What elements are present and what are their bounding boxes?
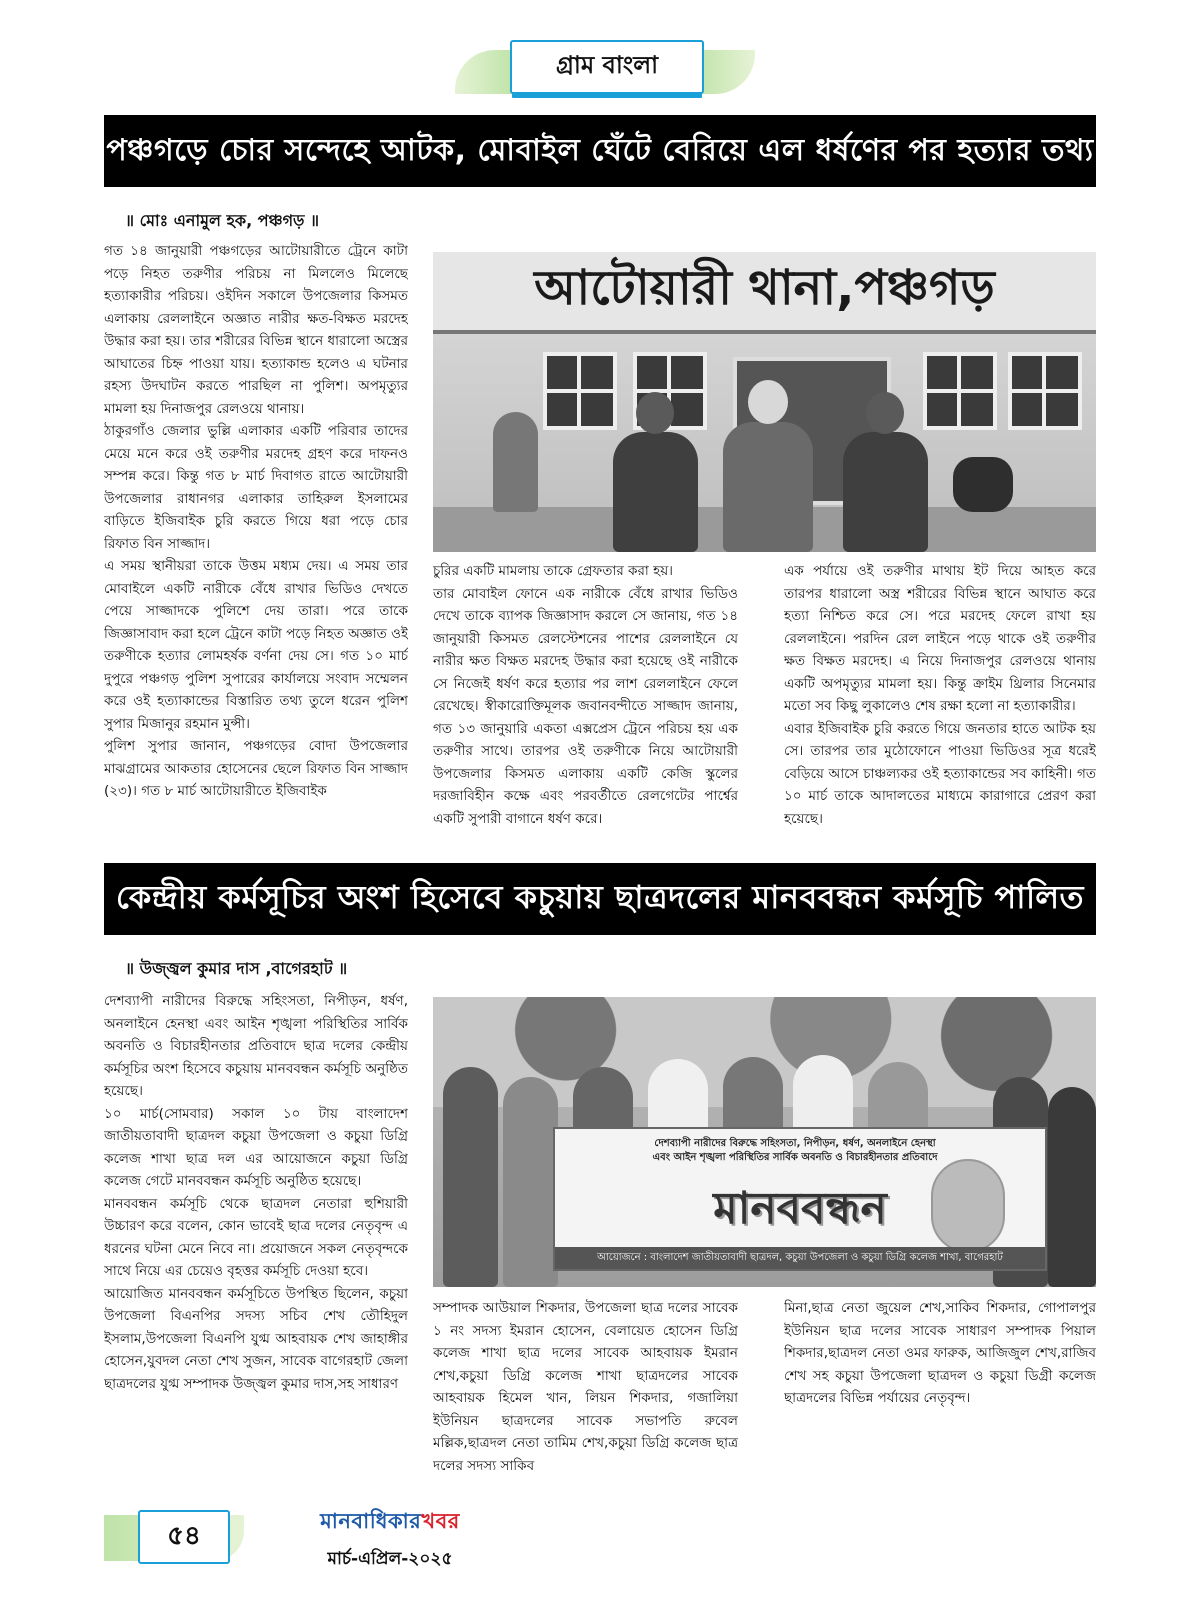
paragraph: দেশব্যাপী নারীদের বিরুদ্ধে সহিংসতা, নিপীড়ন, ধর্ষণ, অনলাইনে হেনস্থা এবং আইন শৃঙ্খলা পরিস্থিতির সার্বিক অবনতি ও বিচারহীনতার প্রতিবাদে ছাত্র দলের কেন্দ্রীয় কর্মসূচির অংশ হিসেবে কচুয়ায় মানববন্ধন কর্মসূচি অনুষ্ঠিত হয়েছে। [104, 993, 408, 1099]
article1-column-3 [784, 560, 1096, 850]
photo-suspect [723, 422, 813, 552]
paragraph: আয়োজিত মানববন্ধন কর্মসূচিতে উপস্থিত ছিলেন, কচুয়া উপজেলা বিএনপির সদস্য সচিব শেখ তৌহিদুল ইসলাম,উপজেলা বিএনপি যুগ্ম আহবায়ক শেখ জাহাঙ্গীর হোসেন,যুবদল নেতা শেখ সুজন, সাবেক বাগেরহাট জেলা ছাত্রদলের যুগ্ম সম্পাদক উজ্জ্বল কুমার দাস,সহ সাধারণ [104, 1285, 408, 1392]
paragraph: ঠাকুরগাঁও জেলার ভুল্লি এলাকার একটি পরিবার তাদের মেয়ে মনে করে ওই তরুণীর মরদেহ গ্রহণ করে দাফনও সম্পন্ন করে। কিন্তু গত ৮ মার্চ দিবাগত রাতে আটোয়ারী উপজেলার রাধানগর এলাকার তাহিরুল ইসলামের বাড়িতে ইজিবাইক চুরি করতে গিয়ে ধরা পড়ে চোর রিফাত বিন সাজ্জাদ। [104, 423, 408, 552]
page-number: ৫৪ [138, 1510, 230, 1564]
paragraph: গত ১৪ জানুয়ারী পঞ্চগড়ের আটোয়ারীতে ট্রেনে কাটা পড়ে নিহত তরুণীর পরিচয় না মিললেও মিলেছে হত্যাকারীর পরিচয়। ওইদিন সকালে উপজেলার কিসমত এলাকায় রেললাইনে অজ্ঞাত নারীর ক্ষত-বিক্ষত মরদেহ উদ্ধার করা হয়। তার শরীরের বিভিন্ন স্থানে ধারালো অস্ত্রের আঘাতের চিহ্ন পাওয়া যায়। হত্যাকান্ড হলেও এ ঘটনার রহস্য উদঘাটন করতে পারছিল না পুলিশ। অপমৃত্যুর মামলা হয় দিনাজপুর রেলওয়ে থানায়। [104, 243, 408, 417]
article2-photo-human-chain [433, 997, 1096, 1287]
article1-column-2 [433, 560, 738, 850]
paragraph: সম্পাদক আউয়াল শিকদার, উপজেলা ছাত্র দলের সাবেক ১ নং সদস্য ইমরান হোসেন, বেলায়েত হোসেন ডিগ্রি কলেজ শাখা ছাত্র দলের সাবেক আহবায়ক ইমরান শেখ,কচুয়া ডিগ্রি কলেজ শাখা ছাত্রদলের সাবেক আহবায়ক হিমেল খান, লিয়ন শিকদার, গজালিয়া ইউনিয়ন ছাত্রদলের সাবেক সভাপতি রুবেল মল্লিক,ছাত্রদল নেতা তামিম শেখ,কচুয়া ডিগ্রি কলেজ ছাত্র দলের সদস্য সাকিব [433, 1300, 738, 1474]
photo-bystander [493, 412, 538, 512]
paragraph: এক পর্যায়ে ওই তরুণীর মাথায় ইট দিয়ে আহত করে তারপর ধারালো অস্ত্র শরীরের বিভিন্ন স্থানে আঘাত করে হত্যা নিশ্চিত করে সে। পরে মরদেহ ফেলে রাখা হয় রেললাইনে। পরদিন রেল লাইনে পড়ে থাকে ওই তরুণীর ক্ষত বিক্ষত মরদেহ। এ নিয়ে দিনাজপুর রেলওয়ে থানায় একটি অপমৃত্যুর মামলা হয়। কিন্তু ক্রাইম থ্রিলার সিনেমার মতো সব কিছু লুকালেও শেষ রক্ষা হলো না হত্যাকারীর। [784, 563, 1096, 714]
banner-text: দেশব্যাপী নারীদের বিরুদ্ধে সহিংসতা, নিপীড়ন, ধর্ষণ, অনলাইনে হেনস্থা এবং আইন শৃঙ্খলা পরিস্থিতির সার্বিক অবনতি ও বিচারহীনতার প্রতিবাদে [652, 1138, 938, 1163]
paragraph: চুরির একটি মামলায় তাকে গ্রেফতার করা হয়। [433, 563, 674, 579]
photo-banner [553, 1127, 1047, 1271]
photo-window [923, 352, 997, 430]
issue-date: মার্চ-এপ্রিল-২০২৫ [327, 1549, 453, 1569]
photo-participant [793, 1055, 853, 1135]
banner-footer: আয়োজনে : বাংলাদেশ জাতীয়তাবাদী ছাত্রদল, কচুয়া উপজেলা ও কচুয়া ডিগ্রি কলেজ শাখা, বাগেরহাট [555, 1247, 1045, 1269]
photo-participant [1048, 1087, 1096, 1287]
paragraph: ১০ মার্চ(সোমবার) সকাল ১০ টায় বাংলাদেশ জাতীয়তাবাদী ছাত্রদল কচুয়া উপজেলা ও কচুয়া ডিগ্রি কলেজ শাখা ছাত্র দল এর আয়োজনে কচুয়া ডিগ্রি কলেজ গেটে মানববন্ধন কর্মসূচি অনুষ্ঠিত হয়েছে। [104, 1105, 408, 1189]
masthead-logo [300, 1505, 480, 1540]
photo-participant [503, 1077, 558, 1287]
section-title: গ্রাম বাংলা [555, 51, 659, 79]
section-tab [455, 40, 755, 100]
article2-column-1 [104, 990, 408, 1490]
paragraph: মানববন্ধন কর্মসূচি থেকে ছাত্রদল নেতারা হুশিয়ারী উচ্চারণ করে বলেন, কোন ভাবেই ছাত্র দলের নেতৃবৃন্দ এ ধরনের ঘটনা মেনে নিবে না। প্রয়োজনে সকল নেতৃবৃন্দকে সাথে নিয়ে এর চেয়েও বৃহত্তর কর্মসূচি দেওয়া হবে। [104, 1195, 408, 1279]
photo-station-sign: আটোয়ারী থানা,পঞ্চগড় [433, 252, 1096, 334]
masthead-logo-accent: খবর [421, 1509, 460, 1533]
masthead-footer [300, 1505, 480, 1575]
photo-head [636, 392, 674, 434]
page-number-tab [104, 1510, 244, 1570]
paragraph: এবার ইজিবাইক চুরি করতে গিয়ে জনতার হাতে আটক হয় সে। তারপর তার মুঠোফোনে পাওয়া ভিডিওর সূত্র ধরেই বেড়িয়ে আসে চাঞ্চল্যকর ওই হত্যাকান্ডের সব কাহিনী। গত ১০ মার্চ তাকে আদালতের মাধ্যমে কারাগারে প্রেরণ করা হয়েছে। [784, 720, 1096, 827]
paragraph: পুলিশ সুপার জানান, পঞ্চগড়ের বোদা উপজেলার মাঝগ্রামের আকতার হোসেনের ছেলে রিফাত বিন সাজ্জাদ (২৩)। গত ৮ মার্চ আটোয়ারীতে ইজিবাইক [104, 738, 408, 799]
article2-column-2 [433, 1297, 738, 1497]
photo-participant [723, 1057, 783, 1137]
article1-headline: পঞ্চগড়ে চোর সন্দেহে আটক, মোবাইল ঘেঁটে বেরিয়ে এল ধর্ষণের পর হত্যার তথ্য [104, 115, 1096, 187]
section-tab-box [510, 40, 704, 94]
photo-head-bandaged [748, 380, 788, 424]
paragraph: তার মোবাইল ফোনে এক নারীকে বেঁধে রাখার ভিডিও দেখে তাকে ব্যাপক জিজ্ঞাসাদ করলে সে জানায়, গত ১৪ জানুয়ারী কিসমত রেলস্টেশনের পাশের রেললাইনে যে নারীর ক্ষত বিক্ষত মরদেহ উদ্ধার করা হয়েছে ওই নারীকে সে নিজেই ধর্ষণ করে হত্যার পর লাশ রেললাইনে ফেলে রেখেছে। স্বীকারোক্তিমূলক জবানবন্দীতে সাজ্জাদ জানায়, গত ১৩ জানুয়ারি একতা এক্সপ্রেস ট্রেনে পরিচয় হয় এক তরুণীর সাথে। তারপর ওই তরুণীকে নিয়ে আটোয়ারী উপজেলার কিসমত এলাকায় একটি কেজি স্কুলের দরজাবিহীন কক্ষে এবং পরবর্তীতে রেলগেটের পার্শ্বের একটি সুপারী বাগানে ধর্ষণ করে। [433, 585, 738, 827]
article2-headline: কেন্দ্রীয় কর্মসূচির অংশ হিসেবে কচুয়ায় ছাত্রদলের মানববন্ধন কর্মসূচি পালিত [104, 863, 1096, 935]
photo-motorbike [953, 457, 1013, 512]
banner-title: মানববন্ধন [713, 1183, 887, 1234]
paragraph: এ সময় স্থানীয়রা তাকে উত্তম মধ্যম দেয়। এ সময় তার মোবাইলে একটি নারীকে বেঁধে রাখার ভিডিও দেখতে পেয়ে সাজ্জাদকে পুলিশে দেয় তারা। পরে তাকে জিজ্ঞাসাবাদ করা হলে ট্রেনে কাটা পড়ে নিহত অজ্ঞাত ওই তরুণীকে হত্যার লোমহর্ষক বর্ণনা দেয় সে। গত ১০ মার্চ দুপুরে পঞ্চগড় পুলিশ সুপারের কার্যালয়ে সংবাদ সম্মেলন করে ওই হত্যাকান্ডের বিস্তারিত তথ্য তুলে ধরেন পুলিশ সুপার মিজানুর রহমান মুন্সী। [104, 558, 408, 732]
article1-photo-police-station [433, 252, 1096, 552]
paragraph: মিনা,ছাত্র নেতা জুয়েল শেখ,সাকিব শিকদার, গোপালপুর ইউনিয়ন ছাত্র দলের সাবেক সাধারণ সম্পাদক পিয়াল শিকদার,ছাত্রদল নেতা ওমর ফারুক, আজিজুল শেখ,রাজিব শেখ সহ কচুয়া উপজেলা ছাত্রদল ও কচুয়া ডিগ্রী কলেজ ছাত্রদলের বিভিন্ন পর্যায়ের নেতৃবৃন্দ। [784, 1300, 1096, 1406]
photo-window [543, 352, 617, 430]
article1-column-1 [104, 240, 408, 840]
photo-police-officer [843, 432, 928, 552]
photo-participant [443, 1067, 498, 1287]
article2-column-3 [784, 1297, 1096, 1497]
photo-police-officer [613, 432, 698, 552]
photo-head [866, 392, 904, 434]
article2-byline: ॥ উজ্জ্বল কুমার দাস ,বাগেরহাট ॥ [125, 959, 348, 978]
photo-window [1008, 352, 1082, 430]
article1-byline: ॥ মোঃ এনামুল হক, পঞ্চগড় ॥ [125, 211, 320, 230]
masthead-logo-main: মানবাধিকার [320, 1509, 422, 1533]
banner-portrait [931, 1159, 1005, 1253]
